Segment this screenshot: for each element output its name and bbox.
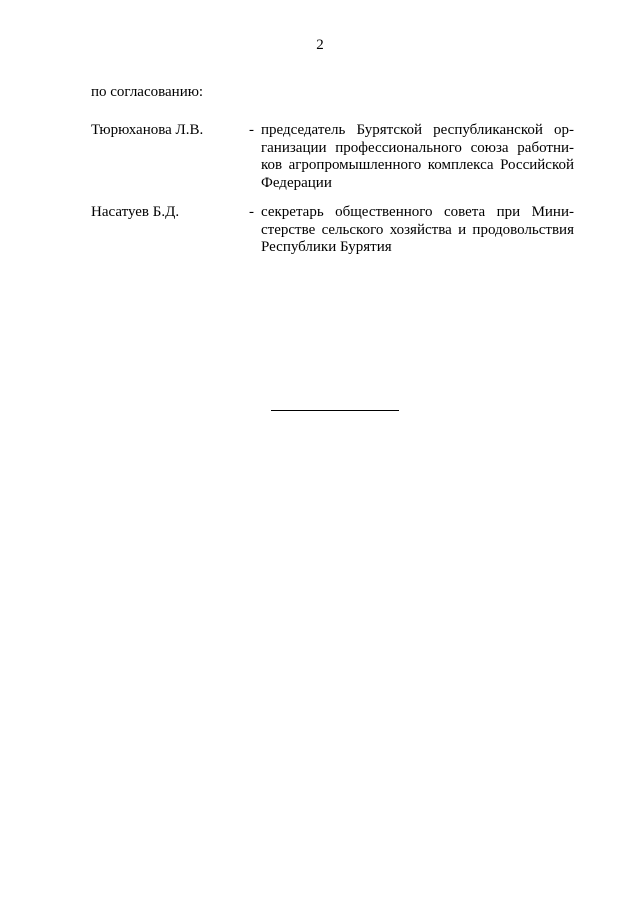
intro-text: по согласованию: bbox=[91, 84, 204, 100]
member-role: председатель Бурятской республиканской организации профессионального союза работников агропромышленного комплекса Российской Федерации bbox=[261, 122, 574, 191]
member-dash: - bbox=[249, 204, 254, 220]
member-name: Насатуев Б.Д. bbox=[91, 204, 180, 220]
member-dash: - bbox=[249, 122, 254, 138]
end-divider bbox=[271, 410, 399, 411]
member-role: секретарь общественного совета при Министерстве сельского хозяйства и продовольствия Республики Бурятия bbox=[261, 204, 574, 255]
page-number: 2 bbox=[316, 37, 324, 53]
member-name: Тюрюханова Л.В. bbox=[91, 122, 204, 138]
